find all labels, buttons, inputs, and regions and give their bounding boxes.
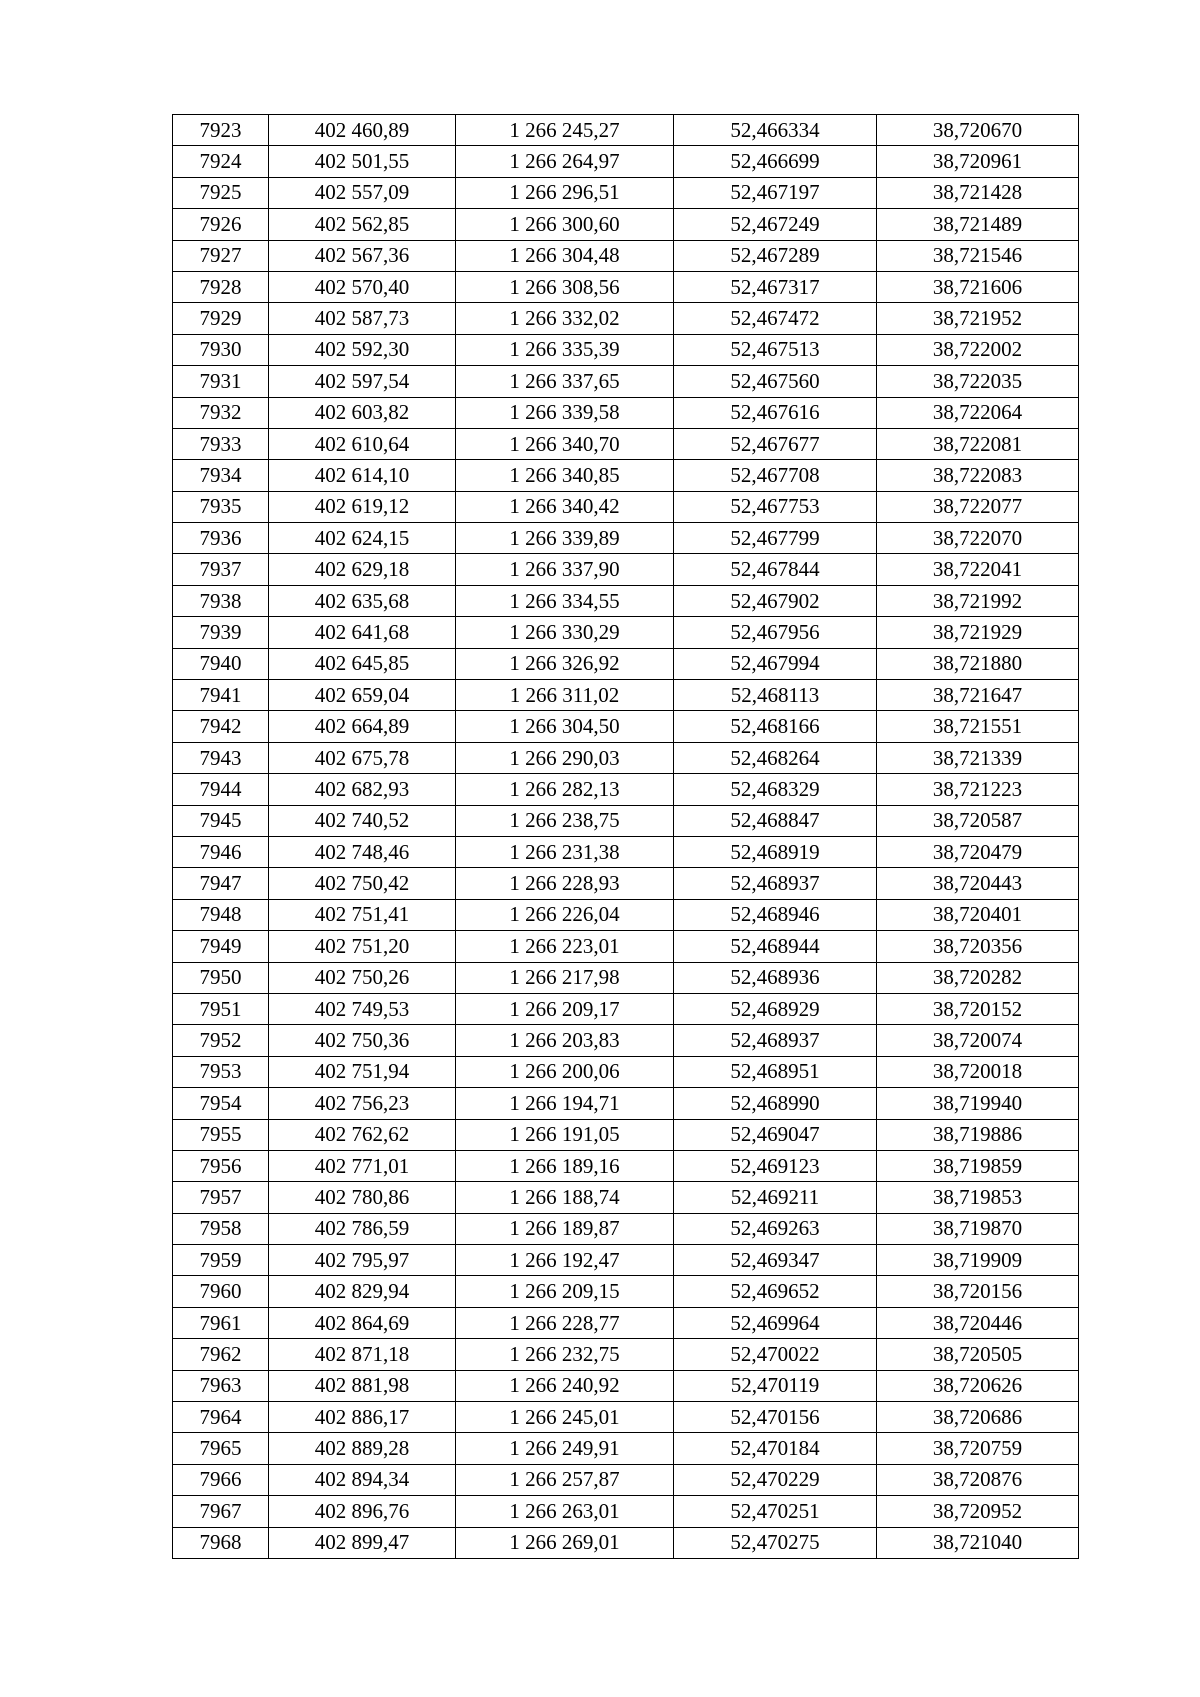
table-row <box>173 554 1079 585</box>
latitude-cell: 52,467799 <box>674 523 877 554</box>
latitude-cell: 52,469123 <box>674 1150 877 1181</box>
table-row <box>173 742 1079 773</box>
longitude-cell: 38,719853 <box>877 1182 1079 1213</box>
y-coordinate-cell: 1 266 231,38 <box>456 836 674 867</box>
point-number-cell: 7954 <box>173 1088 269 1119</box>
point-number-cell: 7939 <box>173 617 269 648</box>
longitude-cell: 38,720626 <box>877 1370 1079 1401</box>
longitude-cell: 38,720282 <box>877 962 1079 993</box>
longitude-cell: 38,721880 <box>877 648 1079 679</box>
longitude-cell: 38,722077 <box>877 491 1079 522</box>
longitude-cell: 38,722035 <box>877 366 1079 397</box>
table-row <box>173 805 1079 836</box>
longitude-cell: 38,720074 <box>877 1025 1079 1056</box>
x-coordinate-cell: 402 603,82 <box>269 397 456 428</box>
latitude-cell: 52,467249 <box>674 209 877 240</box>
table-row <box>173 146 1079 177</box>
x-coordinate-cell: 402 894,34 <box>269 1464 456 1495</box>
latitude-cell: 52,468113 <box>674 680 877 711</box>
x-coordinate-cell: 402 886,17 <box>269 1402 456 1433</box>
x-coordinate-cell: 402 624,15 <box>269 523 456 554</box>
y-coordinate-cell: 1 266 335,39 <box>456 334 674 365</box>
table-row <box>173 366 1079 397</box>
point-number-cell: 7928 <box>173 271 269 302</box>
longitude-cell: 38,720587 <box>877 805 1079 836</box>
latitude-cell: 52,470184 <box>674 1433 877 1464</box>
point-number-cell: 7951 <box>173 993 269 1024</box>
latitude-cell: 52,469263 <box>674 1213 877 1244</box>
table-row <box>173 585 1079 616</box>
table-row <box>173 209 1079 240</box>
longitude-cell: 38,719940 <box>877 1088 1079 1119</box>
x-coordinate-cell: 402 570,40 <box>269 271 456 302</box>
x-coordinate-cell: 402 740,52 <box>269 805 456 836</box>
x-coordinate-cell: 402 592,30 <box>269 334 456 365</box>
point-number-cell: 7930 <box>173 334 269 365</box>
table-row <box>173 868 1079 899</box>
longitude-cell: 38,721223 <box>877 774 1079 805</box>
y-coordinate-cell: 1 266 337,65 <box>456 366 674 397</box>
y-coordinate-cell: 1 266 232,75 <box>456 1339 674 1370</box>
longitude-cell: 38,722083 <box>877 460 1079 491</box>
latitude-cell: 52,470022 <box>674 1339 877 1370</box>
table-row <box>173 1276 1079 1307</box>
table-row <box>173 240 1079 271</box>
table-row <box>173 1433 1079 1464</box>
y-coordinate-cell: 1 266 240,92 <box>456 1370 674 1401</box>
x-coordinate-cell: 402 682,93 <box>269 774 456 805</box>
point-number-cell: 7961 <box>173 1307 269 1338</box>
longitude-cell: 38,721428 <box>877 177 1079 208</box>
point-number-cell: 7949 <box>173 931 269 962</box>
y-coordinate-cell: 1 266 332,02 <box>456 303 674 334</box>
x-coordinate-cell: 402 795,97 <box>269 1245 456 1276</box>
latitude-cell: 52,467317 <box>674 271 877 302</box>
point-number-cell: 7952 <box>173 1025 269 1056</box>
table-row <box>173 1402 1079 1433</box>
table-row <box>173 680 1079 711</box>
latitude-cell: 52,469347 <box>674 1245 877 1276</box>
y-coordinate-cell: 1 266 282,13 <box>456 774 674 805</box>
x-coordinate-cell: 402 659,04 <box>269 680 456 711</box>
latitude-cell: 52,469964 <box>674 1307 877 1338</box>
x-coordinate-cell: 402 889,28 <box>269 1433 456 1464</box>
table-row <box>173 397 1079 428</box>
y-coordinate-cell: 1 266 203,83 <box>456 1025 674 1056</box>
latitude-cell: 52,468847 <box>674 805 877 836</box>
table-row <box>173 1527 1079 1558</box>
latitude-cell: 52,467513 <box>674 334 877 365</box>
latitude-cell: 52,468951 <box>674 1056 877 1087</box>
y-coordinate-cell: 1 266 300,60 <box>456 209 674 240</box>
table-row <box>173 1088 1079 1119</box>
point-number-cell: 7950 <box>173 962 269 993</box>
y-coordinate-cell: 1 266 257,87 <box>456 1464 674 1495</box>
y-coordinate-cell: 1 266 326,92 <box>456 648 674 679</box>
table-row <box>173 617 1079 648</box>
longitude-cell: 38,720018 <box>877 1056 1079 1087</box>
x-coordinate-cell: 402 460,89 <box>269 115 456 146</box>
point-number-cell: 7946 <box>173 836 269 867</box>
y-coordinate-cell: 1 266 238,75 <box>456 805 674 836</box>
y-coordinate-cell: 1 266 337,90 <box>456 554 674 585</box>
point-number-cell: 7942 <box>173 711 269 742</box>
y-coordinate-cell: 1 266 228,93 <box>456 868 674 899</box>
latitude-cell: 52,467956 <box>674 617 877 648</box>
point-number-cell: 7962 <box>173 1339 269 1370</box>
longitude-cell: 38,720479 <box>877 836 1079 867</box>
y-coordinate-cell: 1 266 264,97 <box>456 146 674 177</box>
y-coordinate-cell: 1 266 330,29 <box>456 617 674 648</box>
latitude-cell: 52,470156 <box>674 1402 877 1433</box>
x-coordinate-cell: 402 645,85 <box>269 648 456 679</box>
latitude-cell: 52,467616 <box>674 397 877 428</box>
x-coordinate-cell: 402 756,23 <box>269 1088 456 1119</box>
point-number-cell: 7945 <box>173 805 269 836</box>
y-coordinate-cell: 1 266 245,01 <box>456 1402 674 1433</box>
y-coordinate-cell: 1 266 192,47 <box>456 1245 674 1276</box>
latitude-cell: 52,468946 <box>674 899 877 930</box>
point-number-cell: 7948 <box>173 899 269 930</box>
longitude-cell: 38,720876 <box>877 1464 1079 1495</box>
table-row <box>173 1307 1079 1338</box>
longitude-cell: 38,721551 <box>877 711 1079 742</box>
point-number-cell: 7924 <box>173 146 269 177</box>
latitude-cell: 52,468264 <box>674 742 877 773</box>
table-row <box>173 648 1079 679</box>
latitude-cell: 52,467197 <box>674 177 877 208</box>
longitude-cell: 38,720961 <box>877 146 1079 177</box>
x-coordinate-cell: 402 780,86 <box>269 1182 456 1213</box>
point-number-cell: 7934 <box>173 460 269 491</box>
x-coordinate-cell: 402 664,89 <box>269 711 456 742</box>
longitude-cell: 38,720401 <box>877 899 1079 930</box>
point-number-cell: 7957 <box>173 1182 269 1213</box>
y-coordinate-cell: 1 266 228,77 <box>456 1307 674 1338</box>
latitude-cell: 52,470275 <box>674 1527 877 1558</box>
y-coordinate-cell: 1 266 263,01 <box>456 1496 674 1527</box>
latitude-cell: 52,468944 <box>674 931 877 962</box>
x-coordinate-cell: 402 562,85 <box>269 209 456 240</box>
table-row <box>173 1496 1079 1527</box>
x-coordinate-cell: 402 829,94 <box>269 1276 456 1307</box>
longitude-cell: 38,721992 <box>877 585 1079 616</box>
y-coordinate-cell: 1 266 191,05 <box>456 1119 674 1150</box>
latitude-cell: 52,468936 <box>674 962 877 993</box>
coordinates-table <box>172 114 1079 1559</box>
table-row <box>173 1339 1079 1370</box>
longitude-cell: 38,721546 <box>877 240 1079 271</box>
y-coordinate-cell: 1 266 209,15 <box>456 1276 674 1307</box>
y-coordinate-cell: 1 266 304,50 <box>456 711 674 742</box>
point-number-cell: 7932 <box>173 397 269 428</box>
x-coordinate-cell: 402 557,09 <box>269 177 456 208</box>
x-coordinate-cell: 402 751,20 <box>269 931 456 962</box>
y-coordinate-cell: 1 266 200,06 <box>456 1056 674 1087</box>
y-coordinate-cell: 1 266 189,87 <box>456 1213 674 1244</box>
longitude-cell: 38,721952 <box>877 303 1079 334</box>
longitude-cell: 38,721647 <box>877 680 1079 711</box>
longitude-cell: 38,722041 <box>877 554 1079 585</box>
table-row <box>173 931 1079 962</box>
x-coordinate-cell: 402 587,73 <box>269 303 456 334</box>
longitude-cell: 38,722002 <box>877 334 1079 365</box>
y-coordinate-cell: 1 266 311,02 <box>456 680 674 711</box>
longitude-cell: 38,722081 <box>877 428 1079 459</box>
point-number-cell: 7937 <box>173 554 269 585</box>
x-coordinate-cell: 402 635,68 <box>269 585 456 616</box>
latitude-cell: 52,468166 <box>674 711 877 742</box>
y-coordinate-cell: 1 266 223,01 <box>456 931 674 962</box>
y-coordinate-cell: 1 266 334,55 <box>456 585 674 616</box>
latitude-cell: 52,468990 <box>674 1088 877 1119</box>
point-number-cell: 7966 <box>173 1464 269 1495</box>
table-row <box>173 836 1079 867</box>
longitude-cell: 38,720443 <box>877 868 1079 899</box>
longitude-cell: 38,720670 <box>877 115 1079 146</box>
x-coordinate-cell: 402 597,54 <box>269 366 456 397</box>
point-number-cell: 7925 <box>173 177 269 208</box>
latitude-cell: 52,468937 <box>674 1025 877 1056</box>
point-number-cell: 7941 <box>173 680 269 711</box>
y-coordinate-cell: 1 266 340,70 <box>456 428 674 459</box>
x-coordinate-cell: 402 501,55 <box>269 146 456 177</box>
point-number-cell: 7953 <box>173 1056 269 1087</box>
x-coordinate-cell: 402 786,59 <box>269 1213 456 1244</box>
table-row <box>173 271 1079 302</box>
x-coordinate-cell: 402 610,64 <box>269 428 456 459</box>
y-coordinate-cell: 1 266 340,42 <box>456 491 674 522</box>
longitude-cell: 38,720356 <box>877 931 1079 962</box>
latitude-cell: 52,470119 <box>674 1370 877 1401</box>
table-row <box>173 460 1079 491</box>
y-coordinate-cell: 1 266 269,01 <box>456 1527 674 1558</box>
latitude-cell: 52,470229 <box>674 1464 877 1495</box>
table-row <box>173 899 1079 930</box>
latitude-cell: 52,468919 <box>674 836 877 867</box>
x-coordinate-cell: 402 871,18 <box>269 1339 456 1370</box>
latitude-cell: 52,470251 <box>674 1496 877 1527</box>
point-number-cell: 7959 <box>173 1245 269 1276</box>
longitude-cell: 38,720759 <box>877 1433 1079 1464</box>
y-coordinate-cell: 1 266 296,51 <box>456 177 674 208</box>
latitude-cell: 52,467289 <box>674 240 877 271</box>
latitude-cell: 52,468929 <box>674 993 877 1024</box>
y-coordinate-cell: 1 266 245,27 <box>456 115 674 146</box>
x-coordinate-cell: 402 864,69 <box>269 1307 456 1338</box>
longitude-cell: 38,719870 <box>877 1213 1079 1244</box>
x-coordinate-cell: 402 675,78 <box>269 742 456 773</box>
longitude-cell: 38,721040 <box>877 1527 1079 1558</box>
longitude-cell: 38,722064 <box>877 397 1079 428</box>
point-number-cell: 7955 <box>173 1119 269 1150</box>
y-coordinate-cell: 1 266 188,74 <box>456 1182 674 1213</box>
table-row <box>173 115 1079 146</box>
table-row <box>173 962 1079 993</box>
x-coordinate-cell: 402 629,18 <box>269 554 456 585</box>
latitude-cell: 52,468937 <box>674 868 877 899</box>
table-row <box>173 491 1079 522</box>
longitude-cell: 38,720152 <box>877 993 1079 1024</box>
table-row <box>173 711 1079 742</box>
latitude-cell: 52,467902 <box>674 585 877 616</box>
point-number-cell: 7958 <box>173 1213 269 1244</box>
y-coordinate-cell: 1 266 194,71 <box>456 1088 674 1119</box>
table-row <box>173 1464 1079 1495</box>
table-row <box>173 993 1079 1024</box>
table-row <box>173 1245 1079 1276</box>
table-row <box>173 428 1079 459</box>
x-coordinate-cell: 402 896,76 <box>269 1496 456 1527</box>
y-coordinate-cell: 1 266 304,48 <box>456 240 674 271</box>
table-row <box>173 1150 1079 1181</box>
longitude-cell: 38,721606 <box>877 271 1079 302</box>
longitude-cell: 38,720446 <box>877 1307 1079 1338</box>
table-row <box>173 303 1079 334</box>
longitude-cell: 38,719886 <box>877 1119 1079 1150</box>
x-coordinate-cell: 402 567,36 <box>269 240 456 271</box>
y-coordinate-cell: 1 266 217,98 <box>456 962 674 993</box>
x-coordinate-cell: 402 771,01 <box>269 1150 456 1181</box>
point-number-cell: 7940 <box>173 648 269 679</box>
point-number-cell: 7960 <box>173 1276 269 1307</box>
point-number-cell: 7935 <box>173 491 269 522</box>
point-number-cell: 7963 <box>173 1370 269 1401</box>
latitude-cell: 52,467753 <box>674 491 877 522</box>
table-row <box>173 177 1079 208</box>
point-number-cell: 7938 <box>173 585 269 616</box>
point-number-cell: 7927 <box>173 240 269 271</box>
y-coordinate-cell: 1 266 339,89 <box>456 523 674 554</box>
point-number-cell: 7967 <box>173 1496 269 1527</box>
x-coordinate-cell: 402 751,94 <box>269 1056 456 1087</box>
point-number-cell: 7968 <box>173 1527 269 1558</box>
y-coordinate-cell: 1 266 308,56 <box>456 271 674 302</box>
point-number-cell: 7956 <box>173 1150 269 1181</box>
point-number-cell: 7943 <box>173 742 269 773</box>
latitude-cell: 52,469652 <box>674 1276 877 1307</box>
latitude-cell: 52,469211 <box>674 1182 877 1213</box>
latitude-cell: 52,467560 <box>674 366 877 397</box>
x-coordinate-cell: 402 748,46 <box>269 836 456 867</box>
point-number-cell: 7964 <box>173 1402 269 1433</box>
x-coordinate-cell: 402 614,10 <box>269 460 456 491</box>
table-row <box>173 774 1079 805</box>
point-number-cell: 7931 <box>173 366 269 397</box>
y-coordinate-cell: 1 266 226,04 <box>456 899 674 930</box>
table-row <box>173 1025 1079 1056</box>
longitude-cell: 38,720686 <box>877 1402 1079 1433</box>
table-row <box>173 1056 1079 1087</box>
point-number-cell: 7923 <box>173 115 269 146</box>
x-coordinate-cell: 402 749,53 <box>269 993 456 1024</box>
longitude-cell: 38,720505 <box>877 1339 1079 1370</box>
x-coordinate-cell: 402 751,41 <box>269 899 456 930</box>
latitude-cell: 52,468329 <box>674 774 877 805</box>
point-number-cell: 7936 <box>173 523 269 554</box>
latitude-cell: 52,467994 <box>674 648 877 679</box>
longitude-cell: 38,722070 <box>877 523 1079 554</box>
point-number-cell: 7947 <box>173 868 269 899</box>
point-number-cell: 7965 <box>173 1433 269 1464</box>
point-number-cell: 7926 <box>173 209 269 240</box>
table-row <box>173 523 1079 554</box>
y-coordinate-cell: 1 266 340,85 <box>456 460 674 491</box>
longitude-cell: 38,721929 <box>877 617 1079 648</box>
latitude-cell: 52,466699 <box>674 146 877 177</box>
coordinates-table-body <box>173 115 1079 1559</box>
x-coordinate-cell: 402 750,42 <box>269 868 456 899</box>
longitude-cell: 38,719909 <box>877 1245 1079 1276</box>
latitude-cell: 52,467844 <box>674 554 877 585</box>
longitude-cell: 38,720952 <box>877 1496 1079 1527</box>
table-row <box>173 1182 1079 1213</box>
y-coordinate-cell: 1 266 189,16 <box>456 1150 674 1181</box>
latitude-cell: 52,466334 <box>674 115 877 146</box>
x-coordinate-cell: 402 899,47 <box>269 1527 456 1558</box>
x-coordinate-cell: 402 750,36 <box>269 1025 456 1056</box>
latitude-cell: 52,469047 <box>674 1119 877 1150</box>
x-coordinate-cell: 402 881,98 <box>269 1370 456 1401</box>
y-coordinate-cell: 1 266 339,58 <box>456 397 674 428</box>
point-number-cell: 7929 <box>173 303 269 334</box>
y-coordinate-cell: 1 266 209,17 <box>456 993 674 1024</box>
latitude-cell: 52,467708 <box>674 460 877 491</box>
longitude-cell: 38,721489 <box>877 209 1079 240</box>
latitude-cell: 52,467472 <box>674 303 877 334</box>
x-coordinate-cell: 402 641,68 <box>269 617 456 648</box>
x-coordinate-cell: 402 619,12 <box>269 491 456 522</box>
y-coordinate-cell: 1 266 290,03 <box>456 742 674 773</box>
point-number-cell: 7933 <box>173 428 269 459</box>
table-row <box>173 1370 1079 1401</box>
latitude-cell: 52,467677 <box>674 428 877 459</box>
longitude-cell: 38,720156 <box>877 1276 1079 1307</box>
table-row <box>173 1119 1079 1150</box>
longitude-cell: 38,721339 <box>877 742 1079 773</box>
table-row <box>173 334 1079 365</box>
y-coordinate-cell: 1 266 249,91 <box>456 1433 674 1464</box>
x-coordinate-cell: 402 750,26 <box>269 962 456 993</box>
x-coordinate-cell: 402 762,62 <box>269 1119 456 1150</box>
longitude-cell: 38,719859 <box>877 1150 1079 1181</box>
table-row <box>173 1213 1079 1244</box>
point-number-cell: 7944 <box>173 774 269 805</box>
